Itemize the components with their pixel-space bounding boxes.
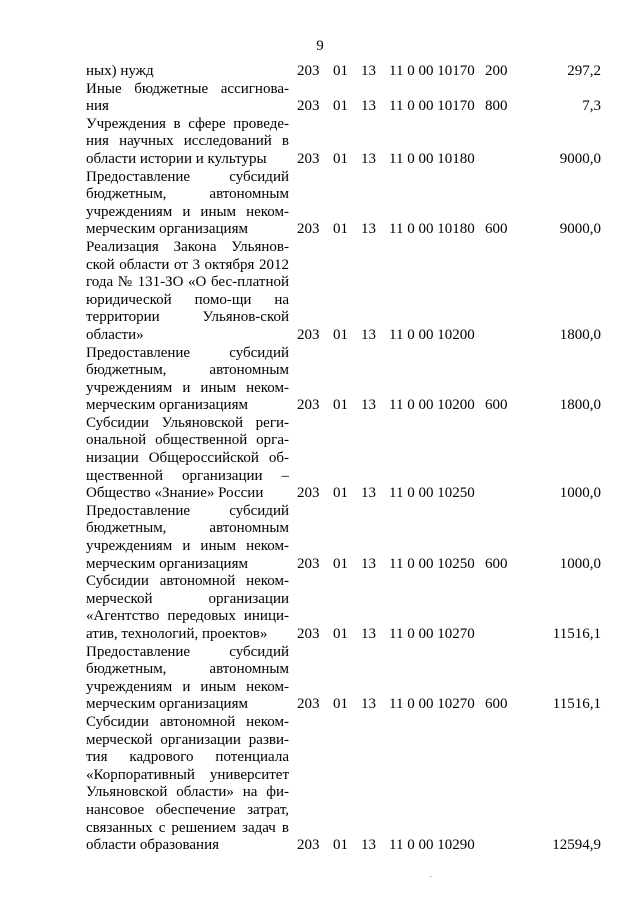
row-amount: 1800,0 [559, 397, 601, 414]
table-row [86, 714, 601, 855]
row-cs: 11 0 00 10250 [389, 485, 475, 502]
table-row [86, 503, 601, 573]
row-name: Субсидии Ульяновской реги-ональной общественной орга-низации Общероссийской об-щественной организации – Общество «Знание» России [86, 414, 289, 502]
row-amount: 1000,0 [559, 485, 601, 502]
row-name: Иные бюджетные ассигнова-ния [86, 80, 289, 115]
row-rz: 01 [333, 626, 348, 642]
row-name: Субсидии автономной неком-мерческой организации «Агентство передовых иници-атив, технологий, проектов» [86, 573, 289, 642]
row-rz: 01 [333, 63, 348, 79]
row-gr: 203 [297, 150, 320, 167]
row-rz: 01 [333, 98, 348, 115]
row-cs: 11 0 00 10180 [389, 150, 475, 167]
row-vr [485, 116, 525, 169]
row-pr: 13 [361, 150, 376, 167]
row-vr: 600 [485, 221, 508, 238]
row-vr: 600 [485, 696, 508, 713]
row-pr: 13 [361, 626, 376, 642]
row-amount: 11516,1 [552, 626, 601, 642]
row-rz: 01 [333, 397, 348, 414]
row-amount: 9000,0 [559, 221, 601, 238]
row-pr: 13 [361, 837, 376, 854]
row-vr [485, 573, 525, 643]
row-cs: 11 0 00 10200 [389, 397, 475, 414]
row-pr: 13 [361, 485, 376, 502]
row-cs: 11 0 00 10170 [389, 63, 475, 79]
row-gr: 203 [297, 63, 320, 79]
row-vr [485, 714, 525, 855]
row-rz: 01 [333, 150, 348, 167]
row-amount: 7,3 [582, 98, 601, 115]
table-row [86, 81, 601, 116]
row-pr: 13 [361, 696, 376, 713]
table-row [86, 116, 601, 169]
row-rz: 01 [333, 837, 348, 854]
row-vr: 200 [485, 63, 508, 79]
row-amount: 9000,0 [559, 150, 601, 167]
row-amount: 1000,0 [559, 555, 601, 572]
row-gr: 203 [297, 626, 320, 642]
row-cs: 11 0 00 10270 [389, 626, 475, 642]
row-gr: 203 [297, 221, 320, 238]
row-cs: 11 0 00 10200 [389, 326, 475, 343]
page-number: 9 [316, 38, 324, 54]
table-row [86, 239, 601, 345]
row-pr: 13 [361, 326, 376, 343]
scan-speck [430, 876, 432, 877]
row-gr: 203 [297, 485, 320, 502]
budget-table [86, 63, 601, 855]
row-vr: 600 [485, 555, 508, 572]
row-gr: 203 [297, 696, 320, 713]
row-amount: 1800,0 [559, 326, 601, 343]
row-pr: 13 [361, 555, 376, 572]
row-rz: 01 [333, 696, 348, 713]
table-row [86, 345, 601, 415]
row-pr: 13 [361, 397, 376, 414]
row-vr [485, 239, 525, 345]
table-row [86, 169, 601, 239]
row-rz: 01 [333, 326, 348, 343]
row-cs: 11 0 00 10170 [389, 98, 475, 115]
row-pr: 13 [361, 63, 376, 79]
row-name: Предоставление субсидий бюджетным, автономным учреждениям и иным неком-мерческим организациям [86, 643, 289, 713]
row-pr: 13 [361, 221, 376, 238]
row-name: Реализация Закона Ульянов-ской области от 3 октября 2012 года № 131-ЗО «О бес-платной юридической помо-щи на территории Ульянов-ской области» [86, 238, 289, 343]
row-gr: 203 [297, 326, 320, 343]
row-amount: 297,2 [567, 63, 601, 79]
row-vr: 800 [485, 98, 508, 115]
row-vr: 600 [485, 397, 508, 414]
table-row [86, 644, 601, 714]
row-name: Предоставление субсидий бюджетным, автономным учреждениям и иным неком-мерческим организациям [86, 502, 289, 572]
row-rz: 01 [333, 221, 348, 238]
row-rz: 01 [333, 555, 348, 572]
row-name: Учреждения в сфере проведе-ния научных исследований в области истории и культуры [86, 115, 289, 167]
row-cs: 11 0 00 10250 [389, 555, 475, 572]
row-cs: 11 0 00 10290 [389, 837, 475, 854]
row-gr: 203 [297, 555, 320, 572]
row-cs: 11 0 00 10180 [389, 221, 475, 238]
row-gr: 203 [297, 837, 320, 854]
row-vr [485, 415, 525, 503]
row-name: Субсидии автономной неком-мерческой организации разви-тия кадрового потенциала «Корпоративный университет Ульяновской области» на фи-нансовое обеспечение затрат, связанных с решением задач в области образования [86, 713, 289, 854]
table-row [86, 415, 601, 503]
row-name: Предоставление субсидий бюджетным, автономным учреждениям и иным неком-мерческим организациям [86, 168, 289, 238]
row-amount: 11516,1 [552, 696, 601, 713]
table-row [86, 63, 601, 81]
row-pr: 13 [361, 98, 376, 115]
table-row [86, 573, 601, 643]
row-gr: 203 [297, 397, 320, 414]
row-name: ных) нужд [86, 63, 154, 79]
row-amount: 12594,9 [552, 837, 601, 854]
row-cs: 11 0 00 10270 [389, 696, 475, 713]
row-gr: 203 [297, 98, 320, 115]
row-name: Предоставление субсидий бюджетным, автономным учреждениям и иным неком-мерческим организациям [86, 344, 289, 414]
row-rz: 01 [333, 485, 348, 502]
